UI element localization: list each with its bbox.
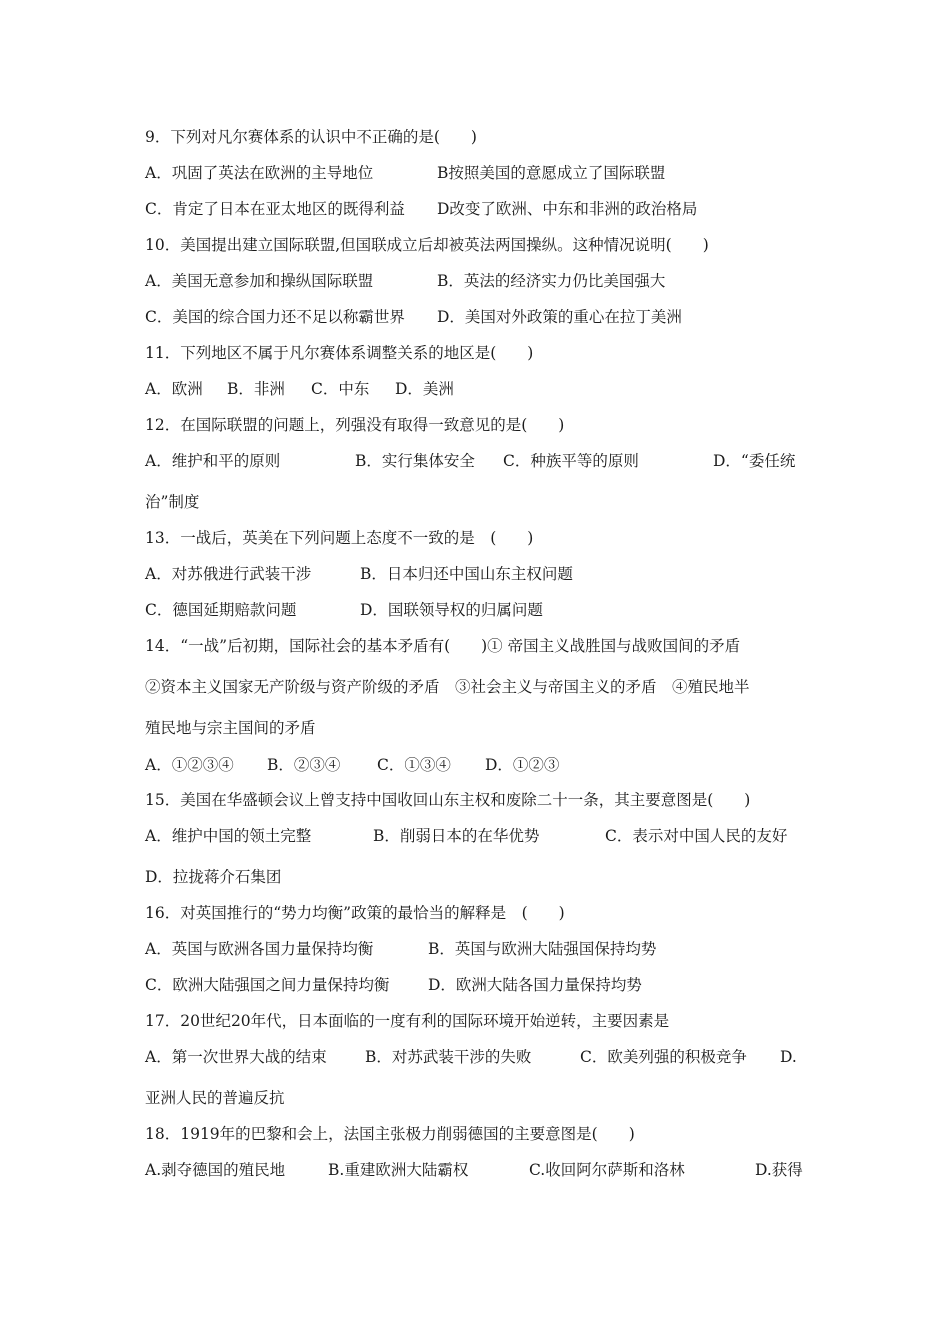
question-10-option-a: A．美国无意参加和操纵国际联盟 [145,272,374,290]
question-13-option-c: C．德国延期赔款问题 [145,601,297,619]
question-15-option-d: D．拉拢蒋介石集团 [145,868,282,886]
question-12-option-b: B．实行集体安全 [355,452,475,470]
question-13-option-d: D．国联领导权的归属问题 [360,601,543,619]
question-15-option-a: A．维护中国的领土完整 [145,827,312,845]
question-14-stem-line-2: ②资本主义国家无产阶级与资产阶级的矛盾 ③社会主义与帝国主义的矛盾 ④殖民地半 [145,678,750,696]
question-17-option-c: C．欧美列强的积极竞争 [580,1048,747,1066]
question-18-option-d: D.获得 [755,1161,803,1179]
question-12-stem: 12．在国际联盟的问题上，列强没有取得一致意见的是( ) [145,416,565,434]
question-12-option-a: A．维护和平的原则 [145,452,281,470]
question-12-option-d: D．“委任统 [713,452,796,470]
question-18-option-b: B.重建欧洲大陆霸权 [328,1161,469,1179]
question-18-option-c: C.收回阿尔萨斯和洛林 [529,1161,685,1179]
question-18-stem: 18．1919年的巴黎和会上，法国主张极力削弱德国的主要意图是( ) [145,1125,635,1143]
question-14-stem-line-3: 殖民地与宗主国间的矛盾 [145,719,316,737]
question-11-option-c: C．中东 [311,380,370,398]
question-18-option-a: A.剥夺德国的殖民地 [145,1161,286,1179]
question-15-option-c: C．表示对中国人民的友好 [605,827,788,845]
question-13-option-b: B．日本归还中国山东主权问题 [360,565,573,583]
question-11-option-b: B．非洲 [227,380,285,398]
question-10-option-b: B．英法的经济实力仍比美国强大 [437,272,666,290]
question-14-option-a: A．①②③④ [145,756,234,774]
question-11-stem: 11．下列地区不属于凡尔赛体系调整关系的地区是( ) [145,344,534,362]
question-16-option-a: A．英国与欧洲各国力量保持均衡 [145,940,374,958]
question-16-stem: 16．对英国推行的“势力均衡”政策的最恰当的解释是 ( ) [145,904,565,922]
question-17-option-d: D. [780,1048,797,1066]
question-16-option-c: C．欧洲大陆强国之间力量保持均衡 [145,976,390,994]
question-16-option-d: D．欧洲大陆各国力量保持均势 [428,976,642,994]
question-14-stem: 14．“一战”后初期，国际社会的基本矛盾有( )① 帝国主义战胜国与战败国间的矛盾 [145,637,741,655]
question-15-stem: 15．美国在华盛顿会议上曾支持中国收回山东主权和废除二十一条，其主要意图是( ) [145,791,751,809]
question-10-option-c: C．美国的综合国力还不足以称霸世界 [145,308,405,326]
question-9-option-a: A．巩固了英法在欧洲的主导地位 [145,164,374,182]
question-9-stem: 9．下列对凡尔赛体系的认识中不正确的是( ) [145,128,477,146]
question-14-option-b: B．②③④ [267,756,341,774]
question-16-option-b: B．英国与欧洲大陆强国保持均势 [428,940,657,958]
question-10-stem: 10．美国提出建立国际联盟,但国联成立后却被英法两国操纵。这种情况说明( ) [145,236,709,254]
question-13-stem: 13．一战后，英美在下列问题上态度不一致的是 ( ) [145,529,534,547]
question-13-option-a: A．对苏俄进行武装干涉 [145,565,312,583]
question-14-option-d: D．①②③ [485,756,560,774]
question-12-option-d-continued: 治”制度 [145,493,200,511]
question-14-option-c: C．①③④ [377,756,451,774]
question-17-option-b: B．对苏武装干涉的失败 [365,1048,532,1066]
question-10-option-d: D．美国对外政策的重心在拉丁美洲 [437,308,682,326]
question-15-option-b: B．削弱日本的在华优势 [373,827,540,845]
question-11-option-d: D．美洲 [395,380,454,398]
question-9-option-d: D改变了欧洲、中东和非洲的政治格局 [437,200,698,218]
question-17-option-d-continued: 亚洲人民的普遍反抗 [145,1089,285,1107]
question-9-option-c: C．肯定了日本在亚太地区的既得利益 [145,200,405,218]
question-12-option-c: C．种族平等的原则 [503,452,639,470]
question-9-option-b: B按照美国的意愿成立了国际联盟 [437,164,666,182]
question-11-option-a: A．欧洲 [145,380,203,398]
question-17-option-a: A．第一次世界大战的结束 [145,1048,327,1066]
question-17-stem: 17．20世纪20年代，日本面临的一度有利的国际环境开始逆转，主要因素是 [145,1012,670,1030]
